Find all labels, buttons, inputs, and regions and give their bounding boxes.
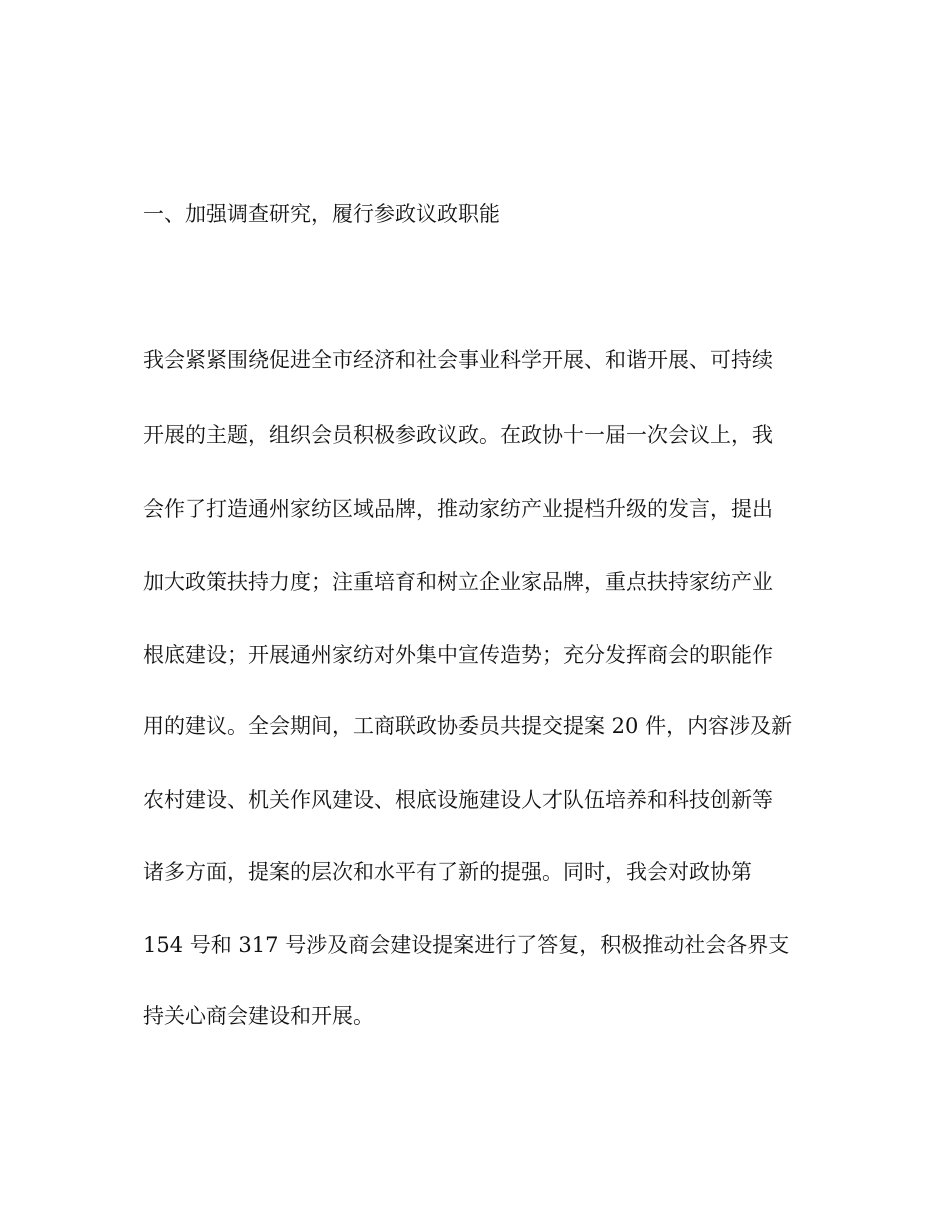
paragraph-line: 根底建设；开展通州家纺对外集中宣传造势；充分发挥商会的职能作 [143,643,773,667]
paragraph-line: 开展的主题，组织会员积极参政议政。在政协十一届一次会议上，我 [143,423,773,447]
paragraph-line: 会作了打造通州家纺区域品牌，推动家纺产业提档升级的发言，提出 [143,497,773,521]
paragraph-line: 用的建议。全会期间，工商联政协委员共提交提案 20 件，内容涉及新 [143,714,793,738]
paragraph-line: 持关心商会建设和开展。 [143,1004,374,1028]
paragraph-line: 农村建设、机关作风建设、根底设施建设人才队伍培养和科技创新等 [143,788,773,812]
paragraph-line: 154 号和 317 号涉及商会建设提案进行了答复，积极推动社会各界支 [143,933,790,957]
paragraph-line: 加大政策扶持力度；注重培育和树立企业家品牌，重点扶持家纺产业 [143,570,773,594]
section-heading: 一、加强调查研究，履行参政议政职能 [143,202,500,226]
paragraph-line: 我会紧紧围绕促进全市经济和社会事业科学开展、和谐开展、可持续 [143,348,773,372]
paragraph-line: 诸多方面，提案的层次和水平有了新的提强。同时，我会对政协第 [143,860,752,884]
